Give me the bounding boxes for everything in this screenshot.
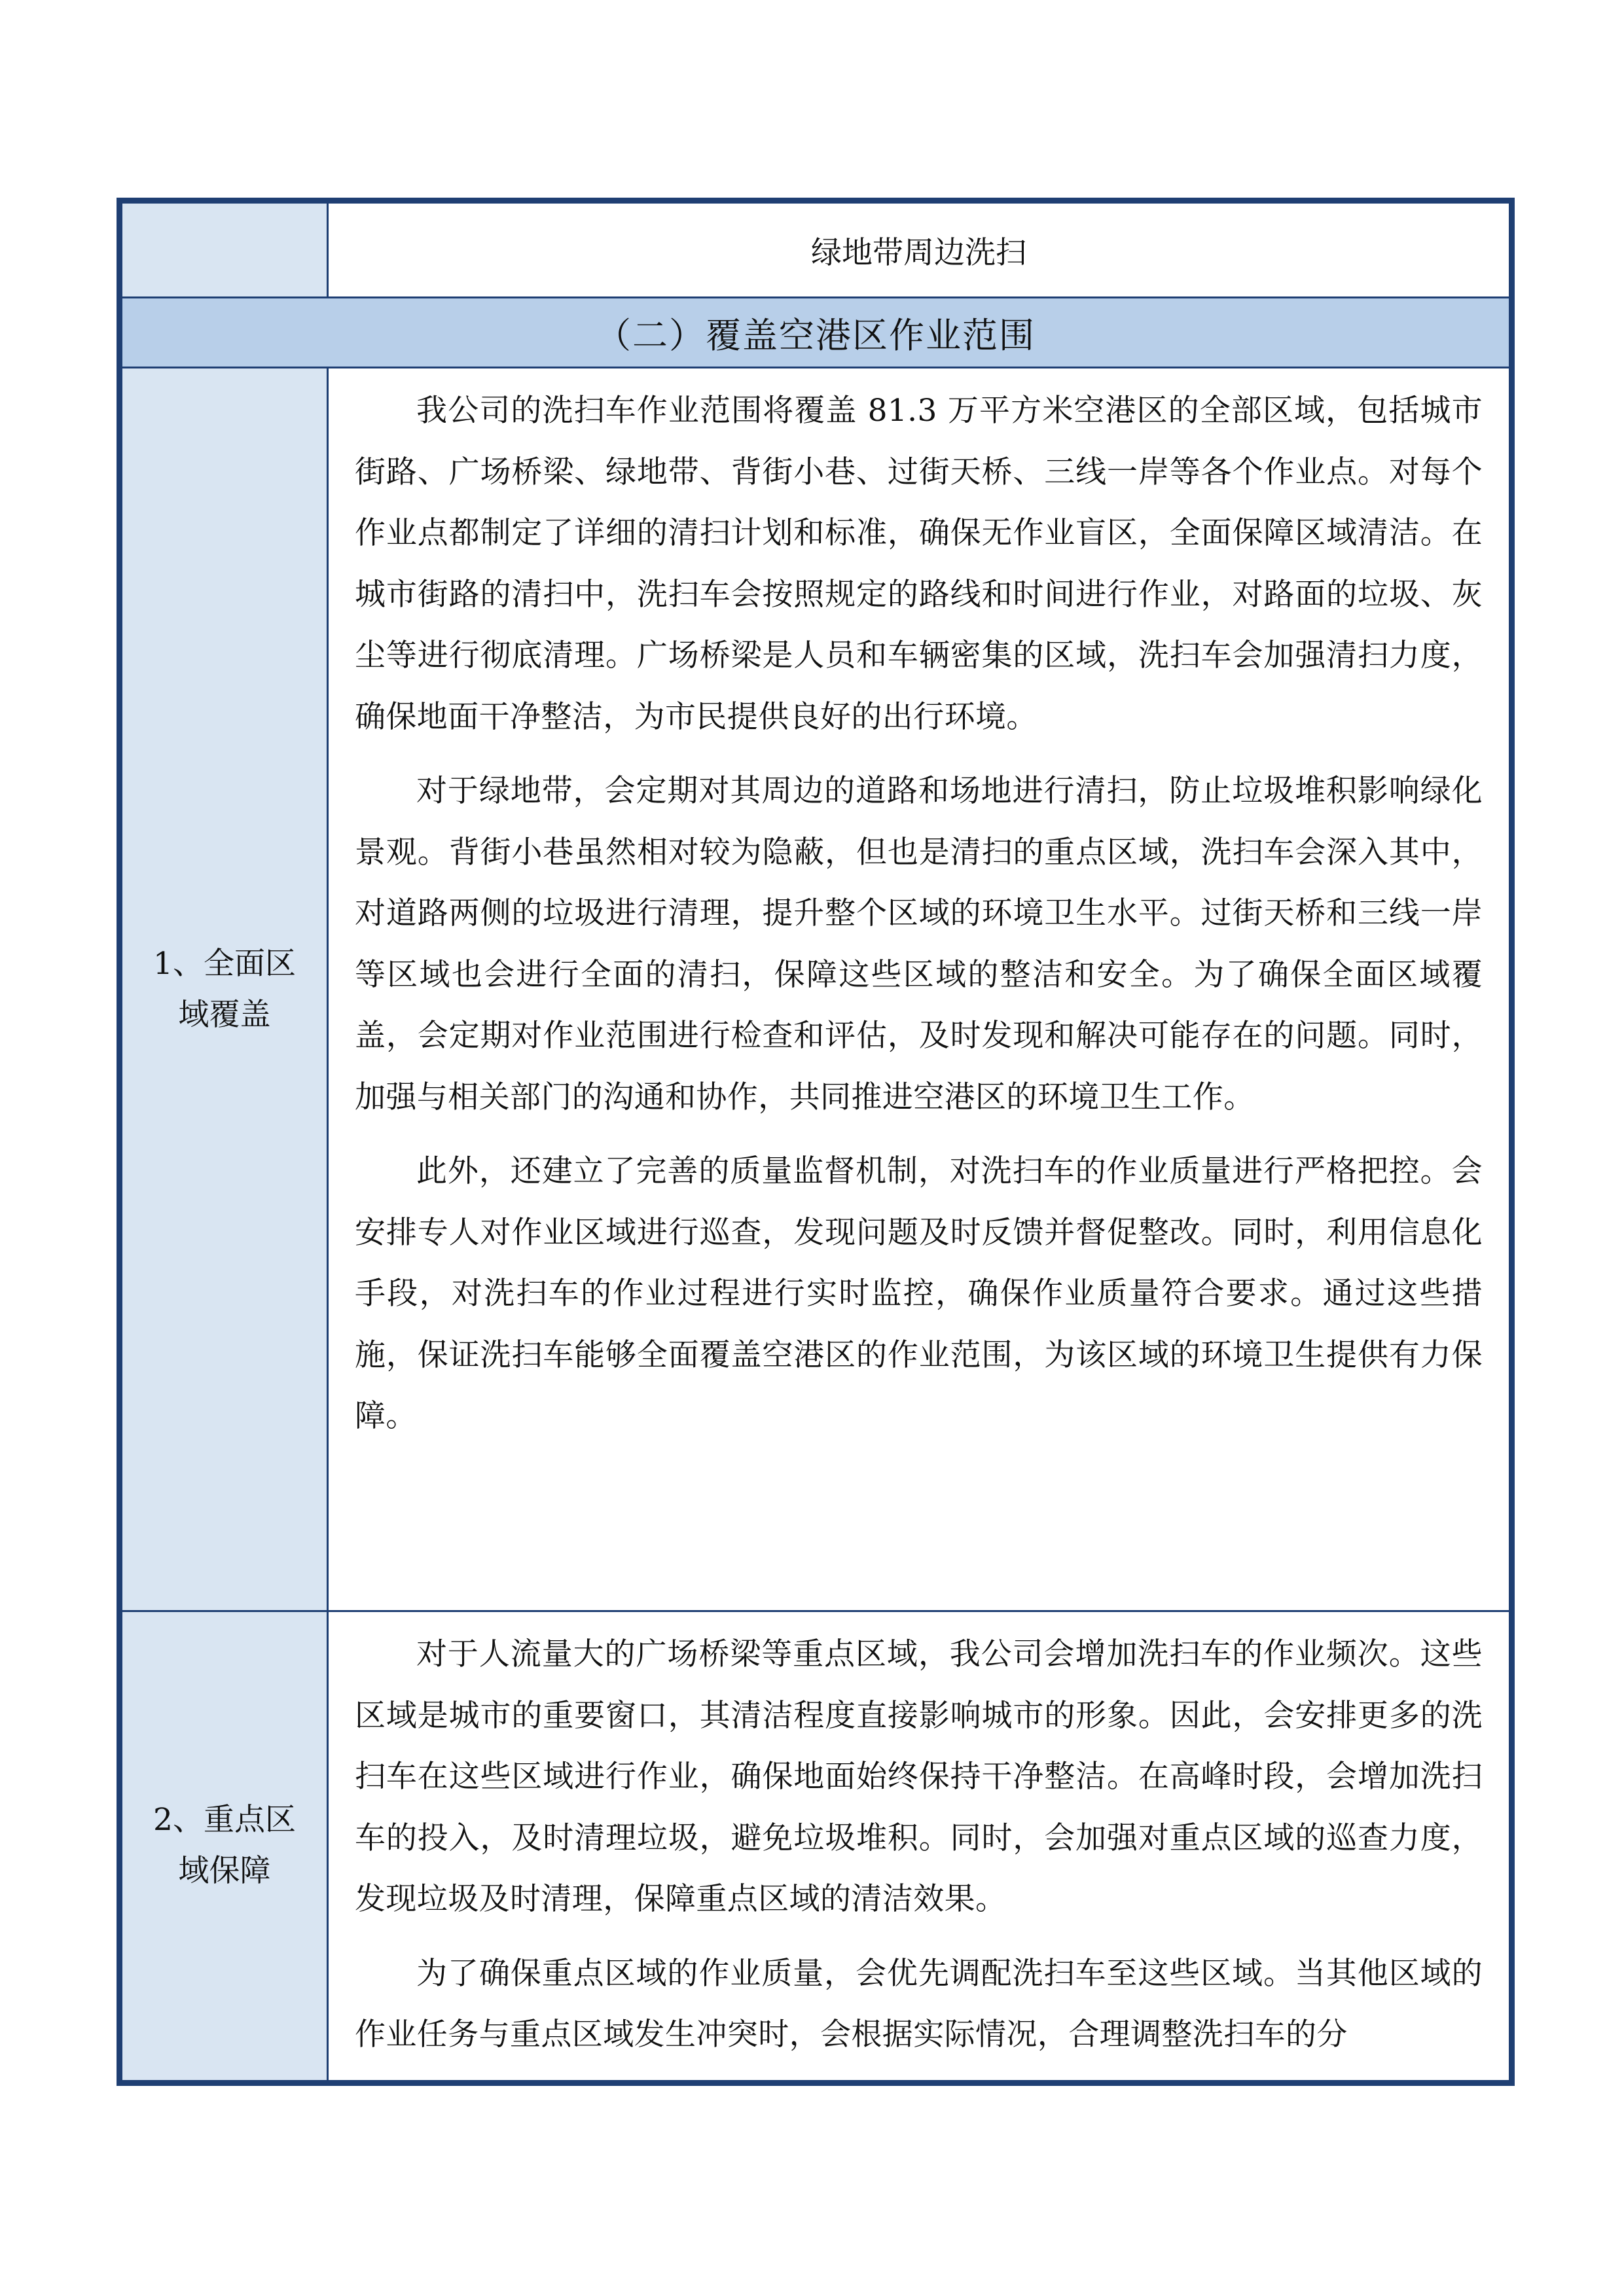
row-label: 2、重点区域保障 bbox=[153, 1802, 296, 1890]
section-heading: （二）覆盖空港区作业范围 bbox=[120, 298, 1512, 368]
row-full-coverage bbox=[120, 368, 1512, 1611]
top-row bbox=[120, 201, 1512, 298]
paragraph: 对于人流量大的广场桥梁等重点区域，我公司会增加洗扫车的作业频次。这些区域是城市的重要窗口，其清洁程度直接影响城市的形象。因此，会安排更多的洗扫车在这些区域进行作业，确保地面始终保持干净整洁。在高峰时段，会增加洗扫车的投入，及时清理垃圾，避免垃圾堆积。同时，会加强对重点区域的巡查力度，发现垃圾及时清理，保障重点区域的清洁效果。 bbox=[355, 1636, 1483, 1917]
paragraph: 此外，还建立了完善的质量监督机制，对洗扫车的作业质量进行严格把控。会安排专人对作业区域进行巡查，发现问题及时反馈并督促整改。同时，利用信息化手段，对洗扫车的作业过程进行实时监控，确保作业质量符合要求。通过这些措施，保证洗扫车能够全面覆盖空港区的作业范围，为该区域的环境卫生提供有力保障。 bbox=[355, 1153, 1483, 1434]
row-body-cell bbox=[328, 1611, 1512, 2083]
paragraph: 我公司的洗扫车作业范围将覆盖 81.3 万平方米空港区的全部区域，包括城市街路、广场桥梁、绿地带、背街小巷、过街天桥、三线一岸等各个作业点。对每个作业点都制定了详细的清扫计划和标准，确保无作业盲区，全面保障区域清洁。在城市街路的清扫中，洗扫车会按照规定的路线和时间进行作业，对路面的垃圾、灰尘等进行彻底清理。广场桥梁是人员和车辆密集的区域，洗扫车会加强清扫力度，确保地面干净整洁，为市民提供良好的出行环境。 bbox=[355, 393, 1483, 735]
row-body-cell bbox=[328, 368, 1512, 1611]
row-label: 1、全面区域覆盖 bbox=[153, 945, 296, 1033]
paragraph: 对于绿地带，会定期对其周边的道路和场地进行清扫，防止垃圾堆积影响绿化景观。背街小巷虽然相对较为隐蔽，但也是清扫的重点区域，洗扫车会深入其中，对道路两侧的垃圾进行清理，提升整个区域的环境卫生水平。过街天桥和三线一岸等区域也会进行全面的清扫，保障这些区域的整洁和安全。为了确保全面区域覆盖，会定期对作业范围进行检查和评估，及时发现和解决可能存在的问题。同时，加强与相关部门的沟通和协作，共同推进空港区的环境卫生工作。 bbox=[355, 773, 1483, 1115]
row-key-area-guarantee bbox=[120, 1611, 1512, 2083]
top-left-label-cell bbox=[120, 201, 328, 298]
content-table bbox=[117, 198, 1515, 2086]
row-label-cell bbox=[120, 1611, 328, 2083]
top-right-cell bbox=[328, 201, 1512, 298]
top-right-text: 绿地带周边洗扫 bbox=[811, 234, 1026, 271]
paragraph: 为了确保重点区域的作业质量，会优先调配洗扫车至这些区域。当其他区域的作业任务与重点区域发生冲突时，会根据实际情况，合理调整洗扫车的分 bbox=[355, 1955, 1483, 2053]
section-heading-row bbox=[120, 298, 1512, 368]
row-label-cell bbox=[120, 368, 328, 1611]
